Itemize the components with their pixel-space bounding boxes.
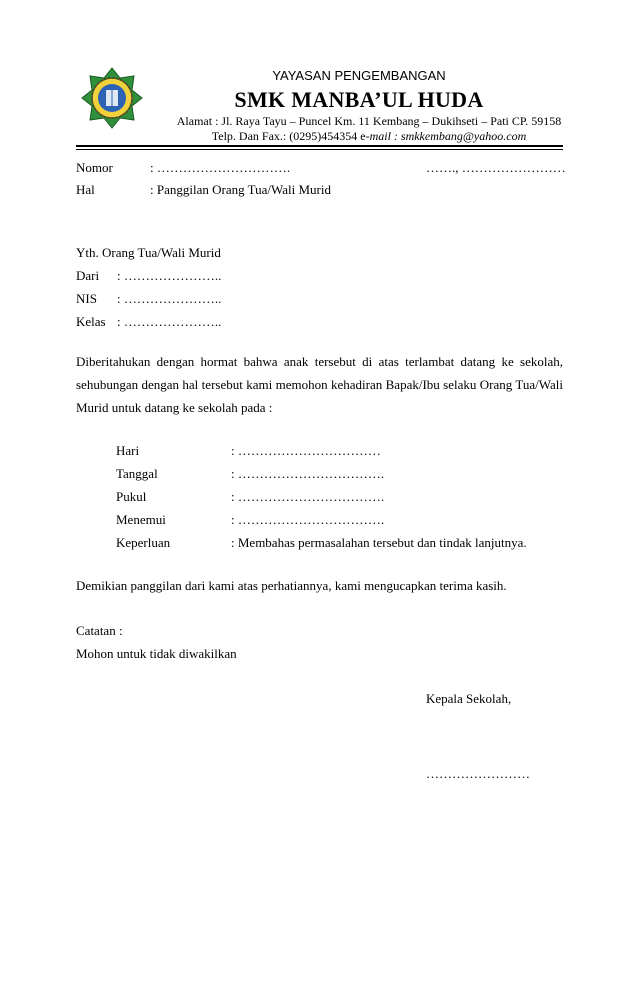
schedule-value-menemui: : ……………………………. [231, 512, 385, 527]
school-name: SMK MANBA’UL HUDA [234, 87, 484, 112]
schedule-label-hari: Hari [116, 443, 140, 458]
header-rule-thick [76, 145, 563, 147]
signature-name-line: …………………… [426, 766, 530, 781]
schedule-value-tanggal: : ……………………………. [231, 466, 385, 481]
schedule-label-keperluan: Keperluan [116, 535, 171, 550]
nis-value: : ………………….. [117, 291, 222, 306]
nomor-value: : …………………………. [150, 160, 291, 175]
dari-value: : ………………….. [117, 268, 222, 283]
telp-text: Telp. Dan Fax.: (0295)454354 e- [211, 129, 370, 143]
school-contact [0, 129, 638, 144]
greeting: Yth. Orang Tua/Wali Murid [76, 245, 221, 260]
dari-label: Dari [76, 268, 100, 283]
schedule-value-pukul: : ……………………………. [231, 489, 385, 504]
schedule-label-pukul: Pukul [116, 489, 147, 504]
notes-label: Catatan : [76, 623, 123, 638]
notes-text: Mohon untuk tidak diwakilkan [76, 646, 237, 661]
nis-label: NIS [76, 291, 97, 306]
hal-value: : Panggilan Orang Tua/Wali Murid [150, 182, 331, 197]
schedule-value-keperluan: : Membahas permasalahan tersebut dan tindak lanjutnya. [231, 535, 527, 550]
hal-label: Hal [76, 182, 95, 197]
nomor-label: Nomor [76, 160, 113, 175]
schedule-value-hari: : …………………………… [231, 443, 381, 458]
school-address: Alamat : Jl. Raya Tayu – Puncel Km. 11 Kembang – Dukihseti – Pati CP. 59158 [176, 114, 562, 128]
email-text: mail : smkkembang@yahoo.com [369, 129, 527, 143]
kelas-label: Kelas [76, 314, 106, 329]
schedule-label-menemui: Menemui [116, 512, 166, 527]
body-paragraph: Diberitahukan dengan hormat bahwa anak tersebut di atas terlambat datang ke sekolah, sehubungan dengan hal tersebut kami memohon kehadiran Bapak/Ibu selaku Orang Tua/Wali Murid untuk datang ke sekolah pada : [76, 354, 563, 415]
foundation-name: YAYASAN PENGEMBANGAN [272, 68, 446, 83]
closing-sentence: Demikian panggilan dari kami atas perhatiannya, kami mengucapkan terima kasih. [76, 578, 507, 593]
schedule-label-tanggal: Tanggal [116, 466, 158, 481]
kelas-value: : ………………….. [117, 314, 222, 329]
signature-title: Kepala Sekolah, [426, 691, 512, 706]
date-value: ……., …………………… [426, 160, 566, 175]
header-rule-thin [76, 149, 563, 150]
